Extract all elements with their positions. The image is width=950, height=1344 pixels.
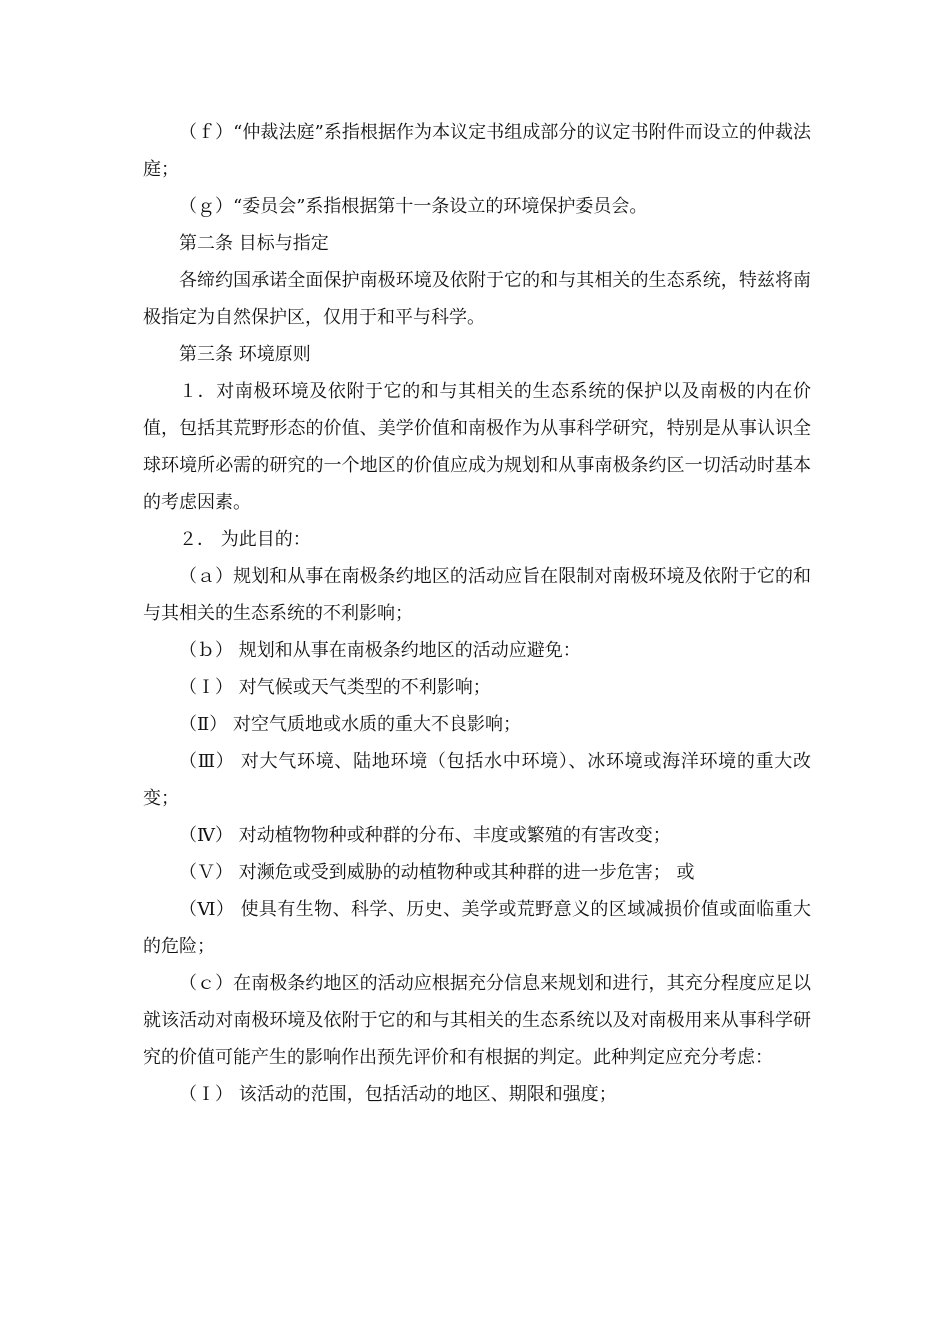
document-body — [143, 114, 811, 1113]
article-3-item-2b-ii: （Ⅱ） 对空气质地或水质的重大不良影响； — [179, 714, 521, 735]
article-3-item-2c-i: （Ｉ） 该活动的范围，包括活动的地区、期限和强度； — [179, 1084, 617, 1105]
article-3-item-2b-i: （Ｉ） 对气候或天气类型的不利影响； — [179, 677, 491, 698]
article-3-item-1: １．对南极环境及依附于它的和与其相关的生态系统的保护以及南极的内在价值，包括其荒野形态的价值、美学价值和南极作为从事科学研究，特别是从事认识全球环境所必需的研究的一个地区的价值应成为规划和从事南极条约区一切活动时基本的考虑因素。 — [143, 381, 811, 513]
paragraph-f-arbitral-tribunal: （ｆ）“仲裁法庭”系指根据作为本议定书组成部分的议定书附件而设立的仲裁法庭； — [143, 122, 811, 180]
article-3-heading: 第三条 环境原则 — [179, 344, 311, 365]
article-3-item-2: ２． 为此目的： — [179, 529, 311, 550]
article-3-item-2b-iii: （Ⅲ） 对大气环境、陆地环境（包括水中环境）、冰环境或海洋环境的重大改变； — [143, 751, 811, 809]
article-3-item-2a: （ａ）规划和从事在南极条约地区的活动应旨在限制对南极环境及依附于它的和与其相关的生态系统的不利影响； — [143, 566, 811, 624]
article-3-item-2b-iv: （Ⅳ） 对动植物物种或种群的分布、丰度或繁殖的有害改变； — [179, 825, 671, 846]
paragraph-g-committee: （ｇ）“委员会”系指根据第十一条设立的环境保护委员会。 — [179, 196, 648, 217]
article-2-heading: 第二条 目标与指定 — [179, 233, 329, 254]
article-2-text: 各缔约国承诺全面保护南极环境及依附于它的和与其相关的生态系统，特兹将南极指定为自然保护区，仅用于和平与科学。 — [143, 270, 811, 328]
article-3-item-2c: （ｃ）在南极条约地区的活动应根据充分信息来规划和进行，其充分程度应足以就该活动对南极环境及依附于它的和与其相关的生态系统以及对南极用来从事科学研究的价值可能产生的影响作出预先评价和有根据的判定。此种判定应充分考虑： — [143, 973, 811, 1068]
article-3-item-2b-v: （Ｖ） 对濒危或受到威胁的动植物种或其种群的进一步危害； 或 — [179, 862, 695, 883]
article-3-item-2b: （ｂ） 规划和从事在南极条约地区的活动应避免： — [179, 640, 581, 661]
article-3-item-2b-vi: （Ⅵ） 使具有生物、科学、历史、美学或荒野意义的区域减损价值或面临重大的危险； — [143, 899, 811, 957]
